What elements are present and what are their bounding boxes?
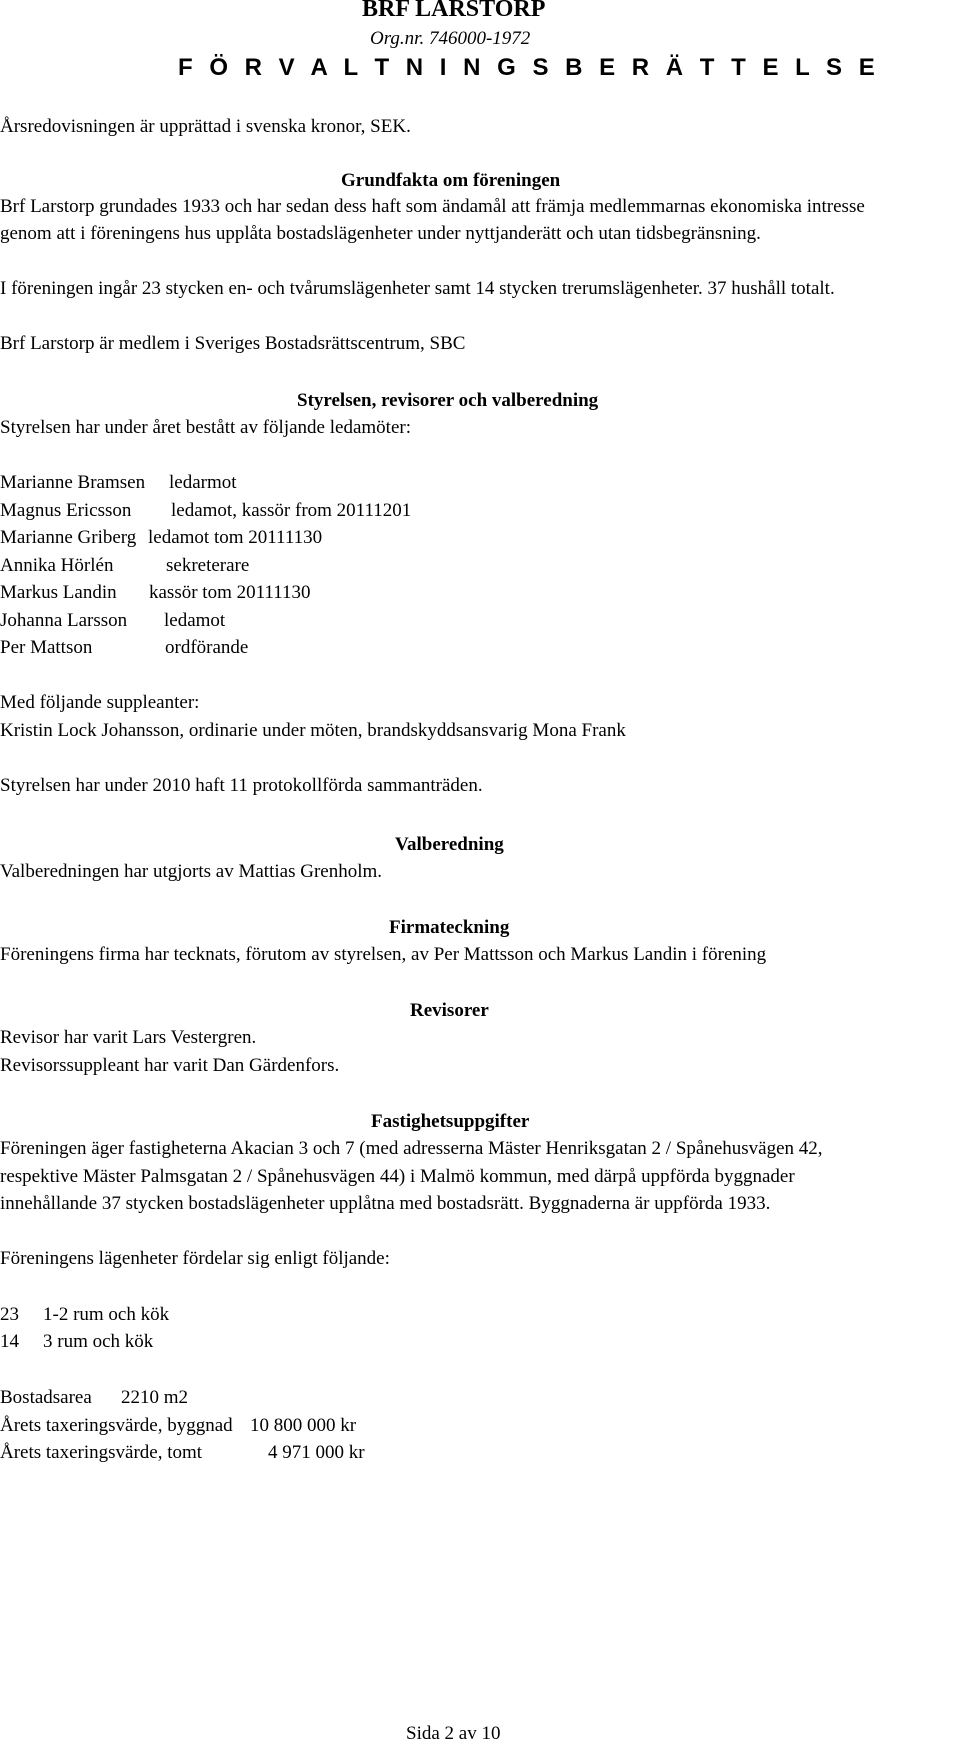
firmateckning-text: Föreningens firma har tecknats, förutom av styrelsen, av Per Mattsson och Markus Landin i förening [0, 944, 767, 965]
member-name: Annika Hörlén [0, 555, 114, 576]
member-name: Marianne Griberg [0, 527, 137, 548]
currency-note: Årsredovisningen är upprättad i svenska kronor, SEK. [0, 116, 411, 137]
fastighet-heading: Fastighetsuppgifter [371, 1111, 530, 1132]
page-number: Sida 2 av 10 [406, 1723, 501, 1744]
member-name: Johanna Larsson [0, 610, 128, 631]
member-role: ledamot [164, 610, 226, 631]
member-name: Magnus Ericsson [0, 500, 132, 521]
distribution-type: 3 rum och kök [43, 1331, 154, 1352]
member-name: Per Mattson [0, 637, 93, 658]
fastighet-line-3: innehållande 37 stycken bostadslägenheter upplåtna med bostadsrätt. Byggnaderna är uppförda 1933. [0, 1193, 771, 1214]
member-role: ledamot, kassör from 20111201 [171, 500, 412, 521]
distribution-count: 23 [0, 1304, 19, 1325]
member-role: kassör tom 20111130 [149, 582, 311, 603]
fact-label: Årets taxeringsvärde, byggnad [0, 1415, 233, 1436]
styrelsen-heading: Styrelsen, revisorer och valberedning [297, 390, 599, 411]
fact-value: 2210 m2 [121, 1387, 189, 1408]
fact-value: 4 971 000 kr [268, 1442, 365, 1463]
member-role: sekreterare [166, 555, 250, 576]
fact-label: Bostadsarea [0, 1387, 92, 1408]
fact-value: 10 800 000 kr [250, 1415, 357, 1436]
styrelsen-intro: Styrelsen har under året bestått av följande ledamöter: [0, 417, 411, 438]
meetings-note: Styrelsen har under 2010 haft 11 protokollförda sammanträden. [0, 775, 483, 796]
fastighet-line-1: Föreningen äger fastigheterna Akacian 3 och 7 (med adresserna Mäster Henriksgatan 2 / Spånehusvägen 42, [0, 1138, 823, 1159]
revisorssuppleant-line: Revisorssuppleant har varit Dan Gärdenfors. [0, 1055, 340, 1076]
distribution-count: 14 [0, 1331, 19, 1352]
suppleants-label: Med följande suppleanter: [0, 692, 200, 713]
apartments-summary: I föreningen ingår 23 stycken en- och tvårumslägenheter samt 14 stycken trerumslägenheter. 37 hushåll totalt. [0, 278, 835, 299]
fact-label: Årets taxeringsvärde, tomt [0, 1442, 203, 1463]
member-role: ledarmot [169, 472, 237, 493]
valberedning-heading: Valberedning [395, 834, 504, 855]
member-role: ordförande [165, 637, 249, 658]
member-name: Marianne Bramsen [0, 472, 146, 493]
member-role: ledamot tom 20111130 [148, 527, 323, 548]
grundfakta-line-1: Brf Larstorp grundades 1933 och har sedan dess haft som ändamål att främja medlemmarnas ekonomiska intresse [0, 196, 865, 217]
fastighet-line-2: respektive Mäster Palmsgatan 2 / Spånehusvägen 44) i Malmö kommun, med därpå uppförda byggnader [0, 1166, 795, 1187]
association-name: BRF LARSTORP [362, 0, 546, 22]
firmateckning-heading: Firmateckning [389, 917, 510, 938]
grundfakta-line-2: genom att i föreningens hus upplåta bostadslägenheter under nyttjanderätt och utan tidsbegränsning. [0, 223, 761, 244]
grundfakta-heading: Grundfakta om föreningen [341, 170, 561, 191]
org-number: Org.nr. 746000-1972 [370, 28, 531, 49]
suppleants-list: Kristin Lock Johansson, ordinarie under möten, brandskyddsansvarig Mona Frank [0, 720, 626, 741]
distribution-intro: Föreningens lägenheter fördelar sig enligt följande: [0, 1248, 390, 1269]
valberedning-text: Valberedningen har utgjorts av Mattias Grenholm. [0, 861, 383, 882]
revisorer-heading: Revisorer [410, 1000, 489, 1021]
membership-note: Brf Larstorp är medlem i Sveriges Bostadsrättscentrum, SBC [0, 333, 466, 354]
member-name: Markus Landin [0, 582, 117, 603]
distribution-type: 1-2 rum och kök [43, 1304, 170, 1325]
revisor-line: Revisor har varit Lars Vestergren. [0, 1027, 257, 1048]
report-title: F Ö R V A L T N I N G S B E R Ä T T E L S E [178, 54, 880, 81]
